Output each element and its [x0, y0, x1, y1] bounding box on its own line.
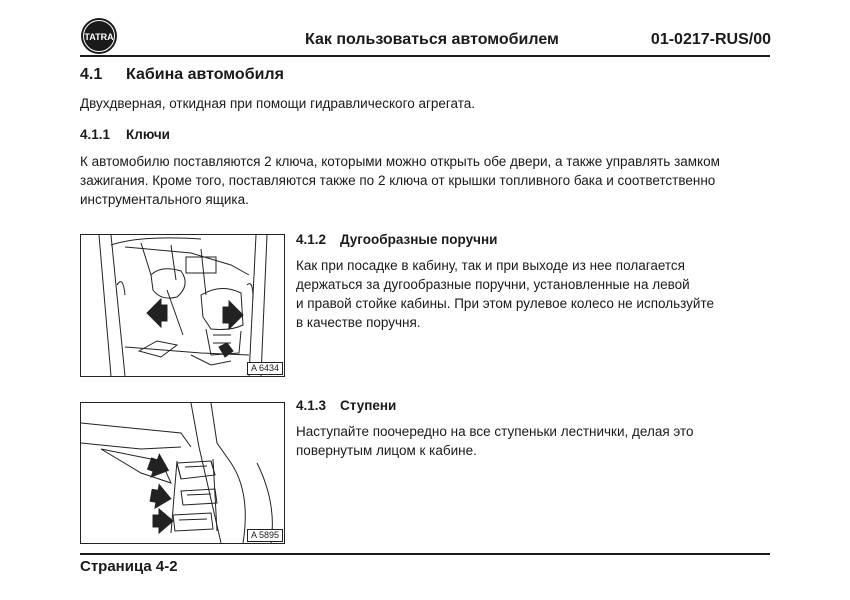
section-title: Дугообразные поручни — [340, 232, 498, 247]
section-number: 4.1 — [80, 66, 103, 83]
section-title: Кабина автомобиля — [126, 66, 284, 83]
text-line: в качестве поручня. — [296, 315, 421, 330]
section-4-1-1-text — [80, 152, 770, 209]
header-rule — [80, 55, 770, 57]
section-4-1-text: Двухдверная, откидная при помощи гидравлического агрегата. — [80, 96, 476, 111]
section-title: Ключи — [126, 127, 170, 142]
section-4-1-3-heading — [296, 398, 766, 416]
logo-text: TATRA — [84, 32, 114, 42]
document-code: 01-0217-RUS/00 — [650, 31, 771, 48]
footer-rule — [80, 553, 770, 555]
section-4-1-2-text — [296, 256, 766, 332]
grab-handles-figure — [80, 234, 285, 377]
section-4-1-1-heading — [80, 127, 480, 145]
section-number: 4.1.2 — [296, 232, 327, 247]
text-line: держаться за дугообразные поручни, установленные на левой — [296, 277, 690, 292]
header-title: Как пользоваться автомобилем — [305, 31, 559, 48]
section-4-1-3-text — [296, 422, 766, 460]
section-4-1-2-heading — [296, 232, 766, 250]
figure-label: A 5895 — [247, 529, 283, 542]
text-line: повернутым лицом к кабине. — [296, 443, 477, 458]
section-4-1-heading — [80, 66, 680, 86]
text-line: Наступайте поочередно на все ступеньки лестнички, делая это — [296, 424, 694, 439]
figure-label: A 6434 — [247, 362, 283, 375]
text-line: Как при посадке в кабину, так и при выходе из нее полагается — [296, 258, 685, 273]
text-line: и правой стойке кабины. При этом рулевое колесо не используйте — [296, 296, 714, 311]
text-line: инструментального ящика. — [80, 192, 249, 207]
section-number: 4.1.3 — [296, 398, 327, 413]
section-title: Ступени — [340, 398, 397, 413]
text-line: К автомобилю поставляются 2 ключа, которыми можно открыть обе двери, а также управлять замком — [80, 154, 720, 169]
page-number: Страница 4-2 — [80, 558, 178, 575]
steps-figure — [80, 402, 285, 544]
section-number: 4.1.1 — [80, 127, 111, 142]
text-line: зажигания. Кроме того, поставляются также по 2 ключа от крышки топливного бака и соответственно — [80, 173, 716, 188]
tatra-logo — [80, 17, 118, 55]
